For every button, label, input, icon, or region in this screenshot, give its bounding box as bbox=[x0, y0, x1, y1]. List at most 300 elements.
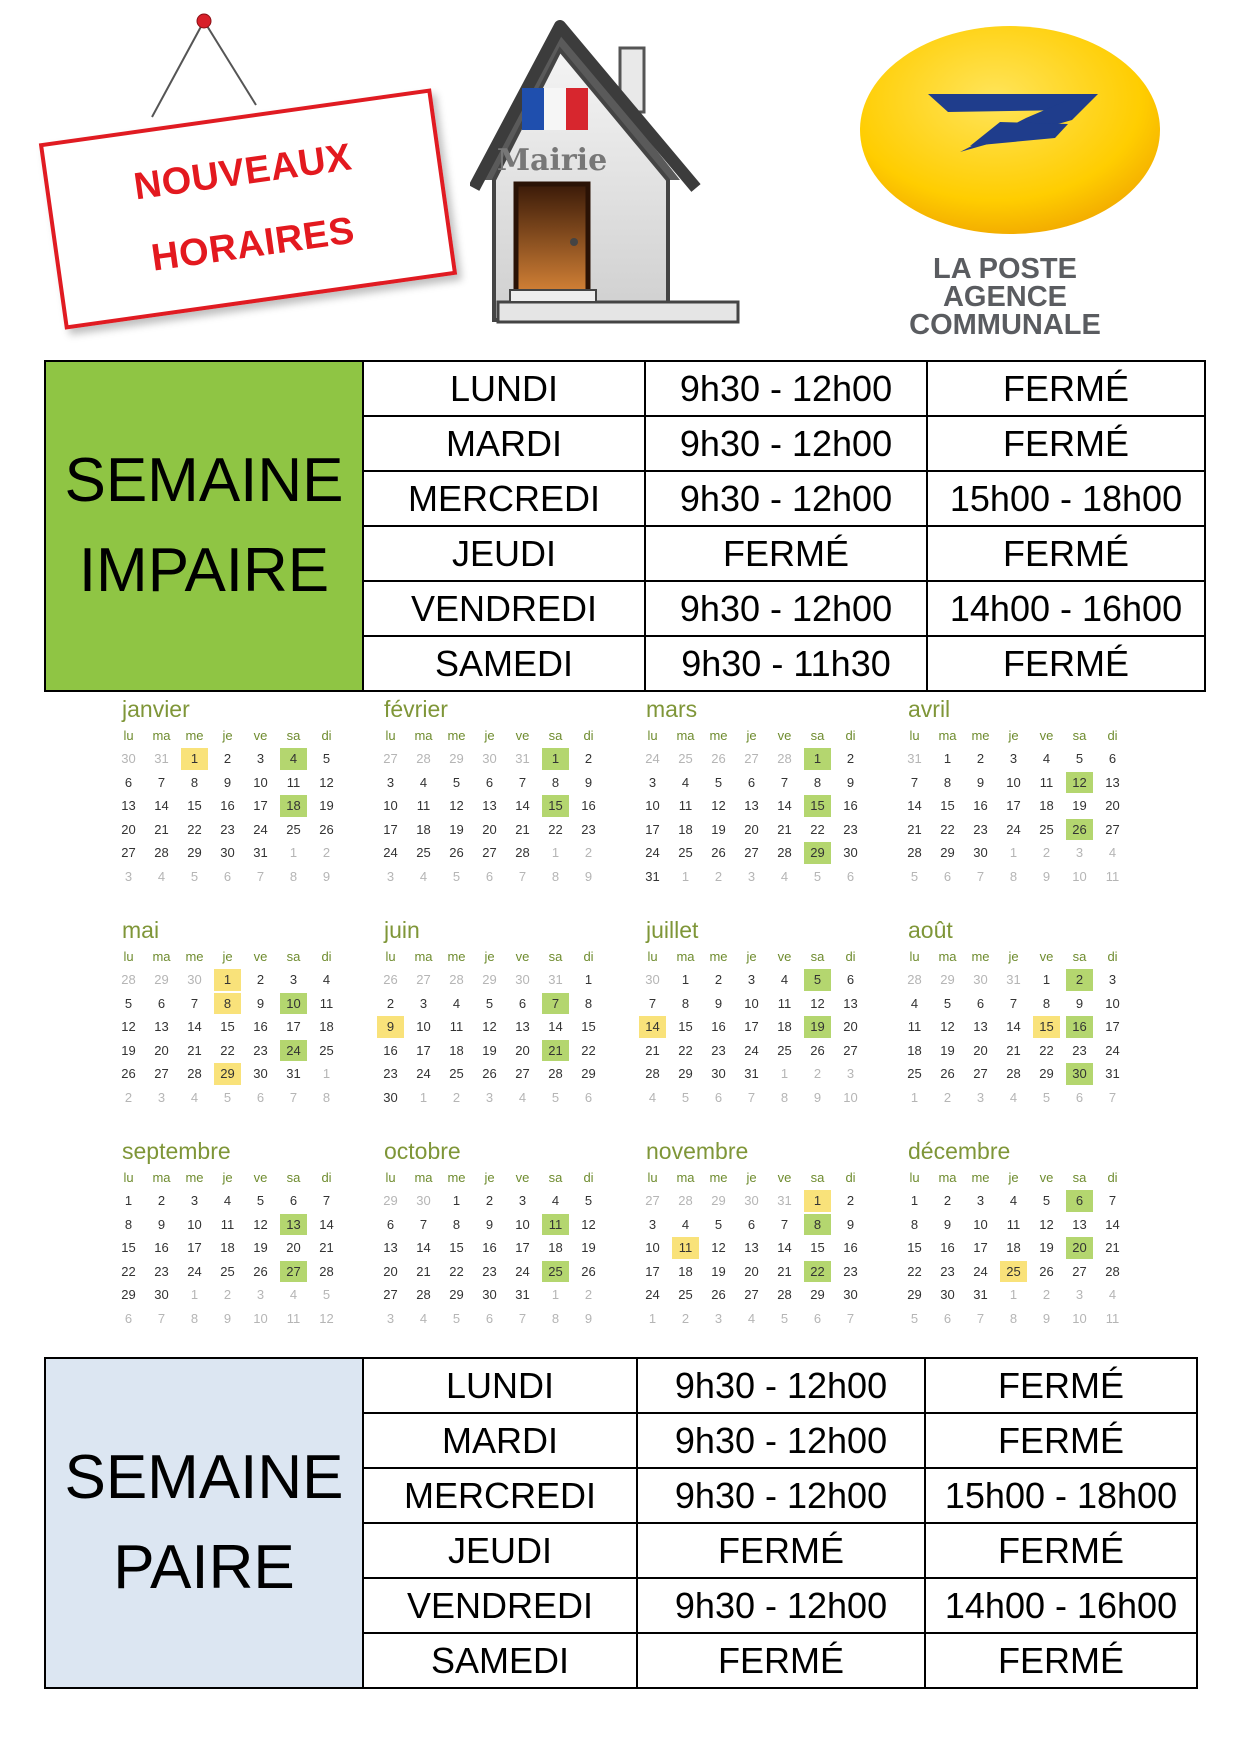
calendar-day: 28 bbox=[187, 1066, 202, 1081]
calendar-day-outside: 7 bbox=[976, 1310, 985, 1326]
calendar-day-outside: 6 bbox=[1075, 1089, 1084, 1105]
calendar-day: 6 bbox=[747, 774, 756, 790]
odd-afternoon: FERMÉ bbox=[927, 526, 1205, 581]
weekday-header: me bbox=[185, 949, 204, 964]
weekday-header: sa bbox=[548, 728, 563, 743]
calendar-day: 12 bbox=[449, 798, 464, 813]
calendar-day: 23 bbox=[940, 1263, 955, 1279]
odd-day: LUNDI bbox=[363, 361, 645, 416]
calendar-day: 22 bbox=[121, 1263, 136, 1279]
calendar-day: 16 bbox=[154, 1240, 169, 1255]
weekday-header: ve bbox=[253, 1170, 268, 1185]
calendar-day: 31 bbox=[515, 1287, 530, 1302]
calendar-day: 14 bbox=[319, 1216, 334, 1232]
calendar-day: 19 bbox=[449, 821, 464, 837]
odd-morning: 9h30 - 11h30 bbox=[645, 636, 927, 691]
calendar-day-outside: 29 bbox=[449, 751, 464, 766]
calendar-day: 2 bbox=[714, 972, 723, 987]
calendar-day: 13 bbox=[744, 798, 759, 813]
calendar-day: 23 bbox=[253, 1042, 268, 1058]
even-morning: FERMÉ bbox=[637, 1523, 925, 1578]
calendar-day-outside: 29 bbox=[711, 1193, 726, 1208]
calendar-day: 6 bbox=[518, 995, 527, 1011]
calendar-day: 14 bbox=[548, 1019, 563, 1034]
calendar-day-outside: 4 bbox=[419, 1310, 428, 1326]
calendar-day-outside: 2 bbox=[813, 1066, 822, 1081]
calendar-day: 20 bbox=[744, 1263, 759, 1279]
calendar-day: 4 bbox=[452, 995, 461, 1011]
calendar-day: 23 bbox=[973, 821, 988, 837]
weekday-header: je bbox=[1008, 1170, 1019, 1185]
weekday-header-row bbox=[112, 1167, 374, 1189]
calendar-day: 2 bbox=[223, 751, 232, 766]
calendar-day: 13 bbox=[843, 995, 858, 1011]
weekday-header: lu bbox=[123, 1170, 134, 1185]
calendar-day: 28 bbox=[416, 1287, 431, 1302]
calendar-day: 5 bbox=[485, 995, 494, 1011]
calendar-day: 7 bbox=[518, 774, 527, 790]
calendar-day: 17 bbox=[187, 1240, 202, 1255]
calendar-day: 18 bbox=[319, 1019, 334, 1034]
weekday-header: ma bbox=[938, 1170, 957, 1185]
odd-afternoon: FERMÉ bbox=[927, 416, 1205, 471]
weekday-header: sa bbox=[286, 728, 301, 743]
calendar-day-outside: 7 bbox=[157, 1310, 166, 1326]
calendar-day-outside: 2 bbox=[943, 1089, 952, 1105]
calendar-day: 12 bbox=[253, 1216, 268, 1232]
calendar-day: 13 bbox=[1072, 1216, 1087, 1232]
calendar-day: 6 bbox=[976, 995, 985, 1011]
calendar-day: 8 bbox=[910, 1216, 919, 1232]
calendar-day-outside: 5 bbox=[681, 1089, 690, 1105]
calendar-day-outside: 8 bbox=[780, 1089, 789, 1105]
calendar-day-outside: 6 bbox=[256, 1089, 265, 1105]
calendar-day: 13 bbox=[744, 1240, 759, 1255]
calendar-day: 1 bbox=[584, 972, 593, 987]
calendar-day: 11 bbox=[777, 995, 792, 1011]
calendar-day: 11 bbox=[672, 1237, 699, 1259]
calendar-day: 16 bbox=[843, 798, 858, 813]
calendar-day-outside: 2 bbox=[124, 1089, 133, 1105]
calendar-day-outside: 8 bbox=[1009, 868, 1018, 884]
calendar-day: 28 bbox=[154, 845, 169, 860]
calendar-day: 1 bbox=[124, 1193, 133, 1208]
weekday-header: lu bbox=[123, 949, 134, 964]
calendar-day: 11 bbox=[542, 1214, 569, 1236]
calendar-day: 12 bbox=[482, 1019, 497, 1034]
calendar-day: 30 bbox=[711, 1066, 726, 1081]
weekday-header: ma bbox=[676, 1170, 695, 1185]
calendar-day-outside: 27 bbox=[383, 751, 398, 766]
calendar-day: 2 bbox=[256, 972, 265, 987]
even-day: MERCREDI bbox=[363, 1468, 637, 1523]
calendar-day-outside: 5 bbox=[780, 1310, 789, 1326]
weekday-header: ma bbox=[938, 728, 957, 743]
calendar-day-outside: 9 bbox=[322, 868, 331, 884]
weekday-header: ma bbox=[414, 1170, 433, 1185]
calendar-day-outside: 2 bbox=[584, 845, 593, 860]
calendar-day: 1 bbox=[804, 1190, 831, 1212]
calendar-month bbox=[112, 916, 374, 1137]
calendar-day: 8 bbox=[452, 1216, 461, 1232]
odd-morning: 9h30 - 12h00 bbox=[645, 361, 927, 416]
calendar-day: 16 bbox=[843, 1240, 858, 1255]
calendar-day-outside: 31 bbox=[515, 751, 530, 766]
calendar-day: 5 bbox=[452, 774, 461, 790]
calendar-day-outside: 6 bbox=[223, 868, 232, 884]
calendar-day: 22 bbox=[548, 821, 563, 837]
month-name: juin bbox=[384, 917, 420, 943]
weekday-header-row bbox=[898, 725, 1160, 747]
calendar-day: 9 bbox=[377, 1016, 404, 1038]
weekday-header-row bbox=[112, 946, 374, 968]
weekday-header: je bbox=[1008, 949, 1019, 964]
calendar-day-outside: 3 bbox=[386, 1310, 395, 1326]
calendar-day: 28 bbox=[907, 845, 922, 860]
calendar-day: 31 bbox=[744, 1066, 759, 1081]
calendar-day: 17 bbox=[973, 1240, 988, 1255]
calendar-day: 16 bbox=[383, 1042, 398, 1058]
weekday-header: je bbox=[484, 728, 495, 743]
calendar-day: 13 bbox=[154, 1019, 169, 1034]
calendar-day-outside: 10 bbox=[843, 1089, 858, 1105]
calendar-day-outside: 6 bbox=[584, 1089, 593, 1105]
calendar-day: 6 bbox=[485, 774, 494, 790]
weekday-header-row bbox=[636, 946, 898, 968]
weekday-header: sa bbox=[810, 728, 825, 743]
calendar-day: 31 bbox=[645, 868, 660, 884]
calendar-day-outside: 5 bbox=[322, 1287, 331, 1302]
calendar-day-outside: 8 bbox=[551, 868, 560, 884]
calendar-day: 1 bbox=[452, 1193, 461, 1208]
weekday-header: sa bbox=[1072, 1170, 1087, 1185]
calendar-day: 28 bbox=[777, 845, 792, 860]
calendar-day: 9 bbox=[1075, 995, 1084, 1011]
calendar-day-outside: 6 bbox=[485, 1310, 494, 1326]
calendar-day: 3 bbox=[648, 1216, 657, 1232]
weekday-header: ma bbox=[152, 728, 171, 743]
calendar-day: 23 bbox=[482, 1263, 497, 1279]
calendar-day-outside: 29 bbox=[940, 972, 955, 987]
odd-afternoon: 14h00 - 16h00 bbox=[927, 581, 1205, 636]
calendar-day-outside: 1 bbox=[1009, 845, 1018, 860]
calendar-day-outside: 12 bbox=[319, 1310, 334, 1326]
calendar-day: 27 bbox=[1105, 821, 1120, 837]
calendar-day: 12 bbox=[121, 1019, 136, 1034]
calendar-day: 14 bbox=[1006, 1019, 1021, 1034]
weekday-header: sa bbox=[548, 1170, 563, 1185]
calendar-day: 24 bbox=[280, 1040, 307, 1062]
calendar-day: 5 bbox=[714, 1216, 723, 1232]
weekday-header: di bbox=[321, 1170, 332, 1185]
calendar-day-outside: 6 bbox=[813, 1310, 822, 1326]
calendar-day: 4 bbox=[681, 774, 690, 790]
calendar-day: 24 bbox=[187, 1263, 202, 1279]
weekday-header: sa bbox=[286, 1170, 301, 1185]
calendar-day: 25 bbox=[542, 1261, 569, 1283]
calendar-day: 3 bbox=[976, 1193, 985, 1208]
calendar-day-outside: 4 bbox=[518, 1089, 527, 1105]
calendar-day: 25 bbox=[1000, 1261, 1027, 1283]
calendar-day-outside: 30 bbox=[645, 972, 660, 987]
calendar-day: 30 bbox=[843, 845, 858, 860]
calendar-day-outside: 30 bbox=[744, 1193, 759, 1208]
month-days bbox=[112, 1189, 374, 1330]
calendar-day: 31 bbox=[253, 845, 268, 860]
calendar-day: 22 bbox=[220, 1042, 235, 1058]
weekday-header: lu bbox=[909, 949, 920, 964]
calendar-day: 24 bbox=[645, 1287, 660, 1302]
calendar-day: 29 bbox=[678, 1066, 693, 1081]
calendar-day-outside: 10 bbox=[1072, 1310, 1087, 1326]
calendar-day: 24 bbox=[416, 1066, 431, 1081]
calendar-day-outside: 5 bbox=[1042, 1089, 1051, 1105]
calendar-day: 13 bbox=[1105, 774, 1120, 790]
weekday-header-row bbox=[636, 1167, 898, 1189]
calendar-day: 17 bbox=[416, 1042, 431, 1058]
calendar-day: 5 bbox=[714, 774, 723, 790]
calendar-day-outside: 4 bbox=[747, 1310, 756, 1326]
calendar-day: 10 bbox=[645, 1240, 660, 1255]
calendar-day: 13 bbox=[973, 1019, 988, 1034]
calendar-day: 27 bbox=[482, 845, 497, 860]
calendar-day: 8 bbox=[551, 774, 560, 790]
even-day: SAMEDI bbox=[363, 1633, 637, 1688]
calendar-day: 18 bbox=[548, 1240, 563, 1255]
weekday-header-row bbox=[636, 725, 898, 747]
calendar-day: 26 bbox=[940, 1066, 955, 1081]
calendar-day-outside: 26 bbox=[711, 751, 726, 766]
calendar-day-outside: 4 bbox=[157, 868, 166, 884]
calendar-day: 12 bbox=[711, 798, 726, 813]
calendar-day: 16 bbox=[581, 798, 596, 813]
calendar-day: 29 bbox=[804, 842, 831, 864]
calendar-day-outside: 3 bbox=[256, 1287, 265, 1302]
even-day: JEUDI bbox=[363, 1523, 637, 1578]
calendar-day-outside: 7 bbox=[846, 1310, 855, 1326]
even-morning: 9h30 - 12h00 bbox=[637, 1468, 925, 1523]
mairie-label: Mairie bbox=[496, 143, 608, 178]
calendar-day-outside: 30 bbox=[416, 1193, 431, 1208]
calendar-day: 29 bbox=[214, 1063, 241, 1085]
calendar-day: 3 bbox=[386, 774, 395, 790]
calendar-day: 15 bbox=[940, 798, 955, 813]
calendar-day-outside: 3 bbox=[714, 1310, 723, 1326]
calendar-day: 9 bbox=[223, 774, 232, 790]
calendar-day: 13 bbox=[515, 1019, 530, 1034]
calendar-day: 18 bbox=[416, 821, 431, 837]
calendar-day: 1 bbox=[214, 969, 241, 991]
weekday-header: ve bbox=[515, 1170, 530, 1185]
weekday-header: di bbox=[583, 949, 594, 964]
calendar-day-outside: 5 bbox=[452, 1310, 461, 1326]
calendar-day-outside: 11 bbox=[1105, 868, 1120, 884]
calendar-day: 26 bbox=[1039, 1263, 1054, 1279]
calendar-day: 22 bbox=[581, 1042, 596, 1058]
month-name: septembre bbox=[122, 1138, 231, 1164]
calendar-day: 8 bbox=[804, 1214, 831, 1236]
calendar-day-outside: 31 bbox=[907, 751, 922, 766]
month-days bbox=[636, 1189, 898, 1330]
calendar-day: 15 bbox=[907, 1240, 922, 1255]
calendar-day-outside: 2 bbox=[584, 1287, 593, 1302]
weekday-header: je bbox=[746, 1170, 757, 1185]
weekday-header: sa bbox=[1072, 728, 1087, 743]
even-afternoon: FERMÉ bbox=[925, 1523, 1197, 1578]
weekday-header: di bbox=[321, 949, 332, 964]
calendar-month bbox=[636, 695, 898, 916]
calendar-month bbox=[374, 1137, 636, 1358]
even-morning: 9h30 - 12h00 bbox=[637, 1578, 925, 1633]
calendar-day: 3 bbox=[518, 1193, 527, 1208]
calendar-day: 10 bbox=[1006, 774, 1021, 790]
calendar-day: 17 bbox=[515, 1240, 530, 1255]
weekday-header: ma bbox=[152, 1170, 171, 1185]
calendar-day-outside: 4 bbox=[190, 1089, 199, 1105]
calendar-day: 9 bbox=[584, 774, 593, 790]
calendar-day: 27 bbox=[280, 1261, 307, 1283]
calendar-day: 12 bbox=[711, 1240, 726, 1255]
weekday-header: je bbox=[484, 1170, 495, 1185]
calendar-day: 25 bbox=[220, 1263, 235, 1279]
calendar-day: 29 bbox=[940, 845, 955, 860]
even-day: MARDI bbox=[363, 1413, 637, 1468]
calendar-day-outside: 4 bbox=[289, 1287, 298, 1302]
calendar-day-outside: 5 bbox=[813, 868, 822, 884]
calendar-day-outside: 8 bbox=[1009, 1310, 1018, 1326]
calendar-day: 24 bbox=[973, 1263, 988, 1279]
weekday-header: ve bbox=[515, 728, 530, 743]
calendar-day: 27 bbox=[1072, 1263, 1087, 1279]
calendar-day: 14 bbox=[187, 1019, 202, 1034]
even-week-label bbox=[45, 1358, 363, 1688]
calendar-day-outside: 7 bbox=[976, 868, 985, 884]
calendar-month bbox=[112, 695, 374, 916]
calendar-day: 2 bbox=[976, 751, 985, 766]
calendar-day: 23 bbox=[154, 1263, 169, 1279]
calendar-day: 12 bbox=[940, 1019, 955, 1034]
calendar-day: 30 bbox=[220, 845, 235, 860]
calendar-day: 22 bbox=[187, 821, 202, 837]
calendar-day: 6 bbox=[1108, 751, 1117, 766]
weekday-header: me bbox=[971, 1170, 990, 1185]
calendar-day: 27 bbox=[121, 845, 136, 860]
calendar-day: 30 bbox=[843, 1287, 858, 1302]
calendar-day: 28 bbox=[1006, 1066, 1021, 1081]
calendar-day: 16 bbox=[1066, 1016, 1093, 1038]
calendar-day: 26 bbox=[711, 845, 726, 860]
calendar-day: 9 bbox=[943, 1216, 952, 1232]
even-afternoon: 15h00 - 18h00 bbox=[925, 1468, 1197, 1523]
calendar-day-outside: 4 bbox=[1108, 1287, 1117, 1302]
calendar-day: 15 bbox=[678, 1019, 693, 1034]
weekday-header: je bbox=[1008, 728, 1019, 743]
calendar-day: 20 bbox=[515, 1042, 530, 1058]
calendar-day: 4 bbox=[322, 972, 331, 987]
calendar-day: 3 bbox=[648, 774, 657, 790]
calendar-day-outside: 31 bbox=[154, 751, 169, 766]
calendar-day: 17 bbox=[1006, 798, 1021, 813]
calendar-day: 10 bbox=[187, 1216, 202, 1232]
calendar-day-outside: 1 bbox=[681, 868, 690, 884]
weekday-header-row bbox=[898, 1167, 1160, 1189]
calendar-day: 22 bbox=[678, 1042, 693, 1058]
weekday-header-row bbox=[112, 725, 374, 747]
calendar-day: 10 bbox=[253, 774, 268, 790]
calendar-day-outside: 31 bbox=[1006, 972, 1021, 987]
calendar-day: 2 bbox=[157, 1193, 166, 1208]
calendar-day: 30 bbox=[940, 1287, 955, 1302]
calendar-day: 8 bbox=[214, 993, 241, 1015]
calendar-day: 6 bbox=[289, 1193, 298, 1208]
calendar-day: 2 bbox=[943, 1193, 952, 1208]
calendar-day: 8 bbox=[124, 1216, 133, 1232]
month-days bbox=[898, 968, 1160, 1109]
calendar-day: 19 bbox=[1039, 1240, 1054, 1255]
calendar-day-outside: 30 bbox=[121, 751, 136, 766]
weekday-header: me bbox=[709, 949, 728, 964]
calendar-day-outside: 1 bbox=[551, 845, 560, 860]
calendar-day: 7 bbox=[1108, 1193, 1117, 1208]
calendar-day: 1 bbox=[542, 748, 569, 770]
calendar-day: 24 bbox=[383, 845, 398, 860]
weekday-header: lu bbox=[909, 1170, 920, 1185]
calendar-day: 17 bbox=[645, 1263, 660, 1279]
calendar-day: 5 bbox=[584, 1193, 593, 1208]
month-days bbox=[112, 747, 374, 888]
calendar-day: 21 bbox=[777, 1263, 792, 1279]
calendar-day: 1 bbox=[681, 972, 690, 987]
calendar-day: 10 bbox=[744, 995, 759, 1011]
calendar-day: 24 bbox=[645, 845, 660, 860]
weekday-header: me bbox=[709, 728, 728, 743]
calendar-day-outside: 4 bbox=[1108, 845, 1117, 860]
calendar-day: 12 bbox=[581, 1216, 596, 1232]
calendar-day-outside: 1 bbox=[190, 1287, 199, 1302]
odd-morning: 9h30 - 12h00 bbox=[645, 416, 927, 471]
weekday-header: di bbox=[845, 949, 856, 964]
calendar-day-outside: 4 bbox=[419, 868, 428, 884]
calendar-day: 16 bbox=[482, 1240, 497, 1255]
weekday-header: ma bbox=[676, 949, 695, 964]
calendar-day-outside: 29 bbox=[383, 1193, 398, 1208]
calendar-day: 29 bbox=[810, 1287, 825, 1302]
calendar-day: 20 bbox=[744, 821, 759, 837]
calendar-day: 3 bbox=[747, 972, 756, 987]
calendar-day-outside: 7 bbox=[289, 1089, 298, 1105]
calendar-day: 5 bbox=[256, 1193, 265, 1208]
calendar-day-outside: 3 bbox=[485, 1089, 494, 1105]
calendar-day-outside: 11 bbox=[286, 1310, 301, 1326]
calendar-day: 19 bbox=[940, 1042, 955, 1058]
odd-morning: 9h30 - 12h00 bbox=[645, 471, 927, 526]
calendar-day: 8 bbox=[584, 995, 593, 1011]
calendar-day: 6 bbox=[157, 995, 166, 1011]
calendar-day: 7 bbox=[648, 995, 657, 1011]
calendar-day: 30 bbox=[973, 845, 988, 860]
calendar-day: 25 bbox=[907, 1066, 922, 1081]
weekday-header: ve bbox=[1039, 1170, 1054, 1185]
calendar-day: 19 bbox=[482, 1042, 497, 1058]
calendar-day-outside: 6 bbox=[943, 868, 952, 884]
calendar-day-outside: 30 bbox=[973, 972, 988, 987]
calendar-day: 26 bbox=[253, 1263, 268, 1279]
calendar-day: 24 bbox=[253, 821, 268, 837]
weekday-header: ma bbox=[938, 949, 957, 964]
calendar-day: 21 bbox=[319, 1240, 334, 1255]
calendar-day: 25 bbox=[777, 1042, 792, 1058]
calendar-day-outside: 1 bbox=[322, 1066, 331, 1081]
